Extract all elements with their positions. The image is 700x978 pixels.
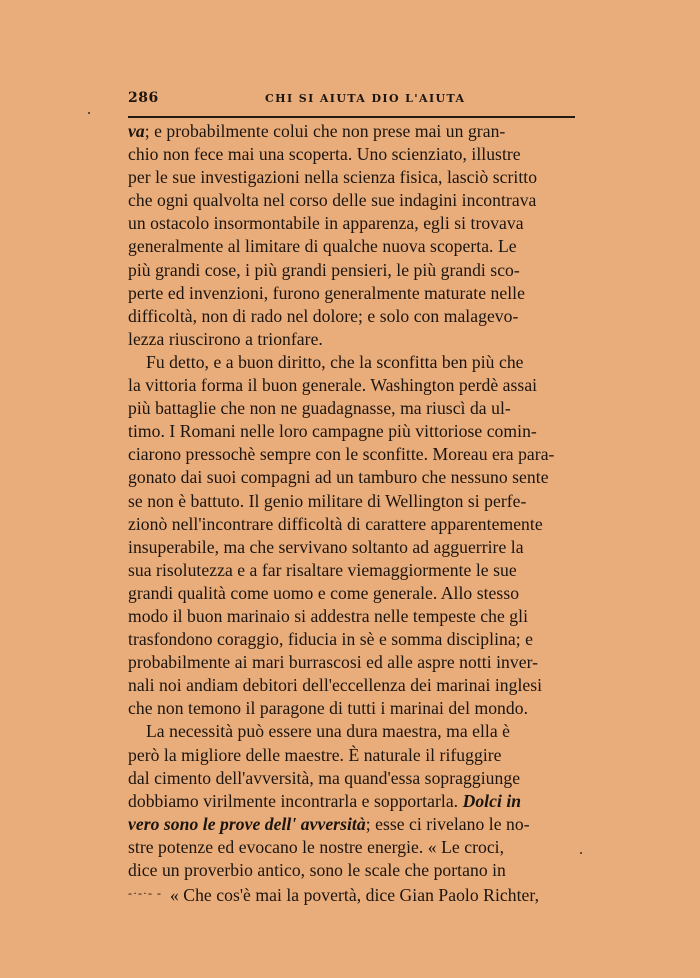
text-line: chio non fece mai una scoperta. Uno scienziato, illustre: [128, 144, 521, 165]
paper-speck: [88, 112, 90, 114]
text-line: va; e probabilmente colui che non prese mai un gran-: [128, 121, 506, 141]
text-line: se non è battuto. Il genio militare di Wellington si perfe-: [128, 490, 527, 511]
text-line: però la migliore delle maestre. È naturale il rifuggire: [128, 744, 502, 765]
text-line: dice un proverbio antico, sono le scale che portano in: [128, 860, 506, 880]
text-line: difficoltà, non di rado nel dolore; e solo con malagevo-: [128, 305, 519, 326]
text-line: stre potenze ed evocano le nostre energie. « Le croci,: [128, 836, 505, 857]
text-line: lezza riuscirono a trionfare.: [128, 328, 323, 349]
paper-speck: [580, 852, 582, 854]
text-line: trasfondono coraggio, fiducia in sè e somma disciplina; e: [128, 629, 533, 650]
running-head: CHI SI AIUTA DIO L'AIUTA: [265, 92, 466, 105]
header-rule: [128, 116, 575, 118]
text-line: insuperabile, ma che servivano soltanto ad agguerrire la: [128, 536, 524, 557]
body-text: [128, 120, 588, 905]
text-line: nali noi andiam debitori dell'eccellenza dei marinai inglesi: [128, 675, 543, 696]
text-line: timo. I Romani nelle loro campagne più vittoriose comin-: [128, 421, 537, 442]
page-number: 286: [128, 90, 159, 106]
text-line: ciarono pressochè sempre con le sconfitte. Moreau era para-: [128, 444, 555, 465]
text-line: dobbiamo virilmente incontrarla e sopportarla. Dolci in: [128, 790, 522, 811]
text-line: sua risolutezza e a far risaltare viemaggiormente le sue: [128, 559, 517, 580]
text-line: che ogni qualvolta nel corso delle sue indagini incontrava: [128, 190, 537, 211]
text-line: zionò nell'incontrare difficoltà di carattere apparentemente: [128, 513, 543, 534]
text-line: vero sono le prove dell' avversità; esse ci rivelano le no-: [128, 813, 530, 834]
page-header: [128, 90, 575, 110]
text-line: perte ed invenzioni, furono generalmente maturate nelle: [128, 282, 525, 303]
text-line: generalmente al limitare di qualche nuova scoperta. Le: [128, 236, 517, 257]
text-line: la vittoria forma il buon generale. Washington perdè assai: [128, 375, 538, 396]
text-line: dal cimento dell'avversità, ma quand'essa sopraggiunge: [128, 767, 521, 788]
paragraph-start-line: La necessità può essere una dura maestra, ma ella è: [146, 721, 511, 742]
italic-text: Dolci in: [462, 790, 522, 811]
text-line: grandi qualità come uomo e come generale. Allo stesso: [128, 582, 520, 603]
text-line: un ostacolo insormontabile in apparenza, egli si trovava: [128, 213, 524, 234]
text-line: -·-·- - « Che cos'è mai la povertà, dice Gian Paolo Richter,: [128, 882, 588, 905]
text-line: gonato dai suoi compagni ad un tamburo che nessuno sente: [128, 467, 549, 488]
text-line: che non temono il paragone di tutti i marinai del mondo.: [128, 698, 529, 719]
text-line: più grandi cose, i più grandi pensieri, le più grandi sco-: [128, 259, 520, 280]
italic-text: va: [128, 121, 145, 141]
text-line: per le sue investigazioni nella scienza fisica, lasciò scritto: [128, 167, 538, 188]
footnote-mark: -·-·- -: [128, 886, 162, 901]
text-line: probabilmente ai mari burrascosi ed alle aspre notti inver-: [128, 652, 539, 673]
italic-text: vero sono le prove dell' avversità: [128, 813, 366, 834]
text-line: più battaglie che non ne guadagnasse, ma riuscì da ul-: [128, 398, 511, 419]
text-line: modo il buon marinaio si addestra nelle tempeste che gli: [128, 605, 529, 626]
paragraph-start-line: Fu detto, e a buon diritto, che la sconfitta ben più che: [146, 351, 524, 372]
